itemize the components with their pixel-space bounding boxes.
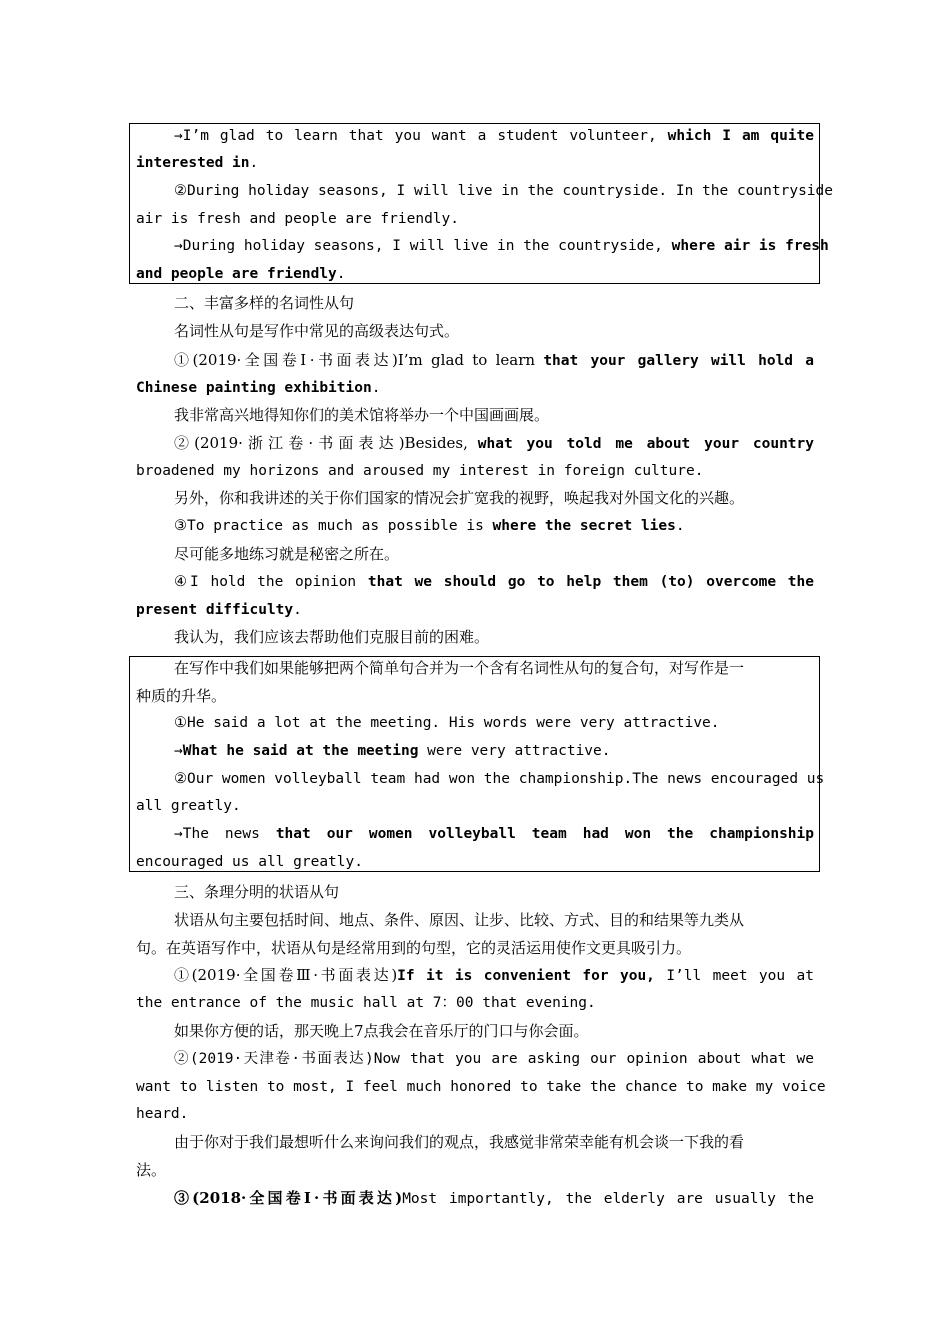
- box2-line-3: ①He said a lot at the meeting. His words were very attractive.: [174, 715, 720, 731]
- sec2-example-1: ①(2019·全国卷Ⅰ·书面表达)I’m glad to learn that your gallery will hold a: [174, 351, 815, 369]
- section-2-heading: 二、丰富多样的名词性从句: [174, 294, 355, 312]
- sec3-example-3: ③(2018·全国卷Ⅰ·书面表达)Most importantly, the elderly are usually the: [174, 1189, 814, 1207]
- sec3-example-1: ①(2019·全国卷Ⅲ·书面表达)If it is convenient for you, I’ll meet you at: [174, 966, 814, 984]
- sec3-example-2-end: heard.: [136, 1106, 189, 1122]
- sec2-example-2-cont: broadened my horizons and aroused my interest in foreign culture.: [136, 463, 704, 479]
- box2-line-4: →What he said at the meeting were very attractive.: [174, 743, 611, 759]
- sec2-example-3-translation: 尽可能多地练习就是秘密之所在。: [174, 545, 400, 563]
- sec2-example-4: ④I hold the opinion that we should go to help them (to) overcome the: [174, 574, 814, 590]
- sec2-example-4-cont: present difficulty.: [136, 602, 302, 618]
- sec2-example-4-translation: 我认为，我们应该去帮助他们克服目前的困难。: [174, 628, 490, 646]
- box1-line-5: →During holiday seasons, I will live in the countryside, where air is fresh: [174, 238, 829, 254]
- box2-line-2: 种质的升华。: [136, 687, 227, 705]
- box1-line-1: →I’m glad to learn that you want a student volunteer, which I am quite: [174, 128, 815, 144]
- box2-line-8: encouraged us all greatly.: [136, 854, 363, 870]
- sec3-example-2-cont: want to listen to most, I feel much honored to take the chance to make my voice: [136, 1079, 826, 1095]
- sec2-example-2-translation: 另外，你和我讲述的关于你们国家的情况会扩宽我的视野，唤起我对外国文化的兴趣。: [174, 489, 745, 507]
- sec3-example-1-translation: 如果你方便的话，那天晚上7点我会在音乐厅的门口与你会面。: [174, 1022, 589, 1040]
- box1-line-3: ②During holiday seasons, I will live in the countryside. In the countryside: [174, 183, 833, 199]
- sec3-example-2-translation-2: 法。: [136, 1161, 167, 1179]
- sec3-example-1-cont: the entrance of the music hall at 7：00 that evening.: [136, 995, 596, 1011]
- sec3-example-2-translation-1: 由于你对于我们最想听什么来询问我们的观点，我感觉非常荣幸能有机会谈一下我的看: [174, 1133, 745, 1151]
- sec2-example-1-translation: 我非常高兴地得知你们的美术馆将举办一个中国画画展。: [174, 406, 550, 424]
- sec2-example-3: ③To practice as much as possible is where the secret lies.: [174, 518, 685, 534]
- box2-line-7: →The news that our women volleyball team had won the championship: [174, 826, 814, 842]
- sec3-example-2: ②(2019·天津卷·书面表达)Now that you are asking our opinion about what we: [174, 1051, 814, 1067]
- section-2-intro: 名词性从句是写作中常见的高级表达句式。: [174, 322, 460, 340]
- box1-line-2: interested in.: [136, 155, 259, 171]
- box2-line-5: ②Our women volleyball team had won the championship.The news encouraged us: [174, 771, 825, 787]
- section-3-heading: 三、条理分明的状语从句: [174, 883, 340, 901]
- sec2-example-2: ②(2019·浙江卷·书面表达)Besides, what you told me about your country: [174, 434, 815, 452]
- section-3-intro-2: 句。在英语写作中，状语从句是经常用到的句型，它的灵活运用使作文更具吸引力。: [136, 939, 692, 957]
- box1-line-4: air is fresh and people are friendly.: [136, 211, 460, 227]
- box2-line-6: all greatly.: [136, 798, 241, 814]
- box1-line-6: and people are friendly.: [136, 266, 346, 282]
- section-3-intro-1: 状语从句主要包括时间、地点、条件、原因、让步、比较、方式、目的和结果等九类从: [174, 911, 745, 929]
- sec2-example-1-cont: Chinese painting exhibition.: [136, 380, 381, 396]
- box2-line-1: 在写作中我们如果能够把两个简单句合并为一个含有名词性从句的复合句，对写作是一: [174, 659, 745, 677]
